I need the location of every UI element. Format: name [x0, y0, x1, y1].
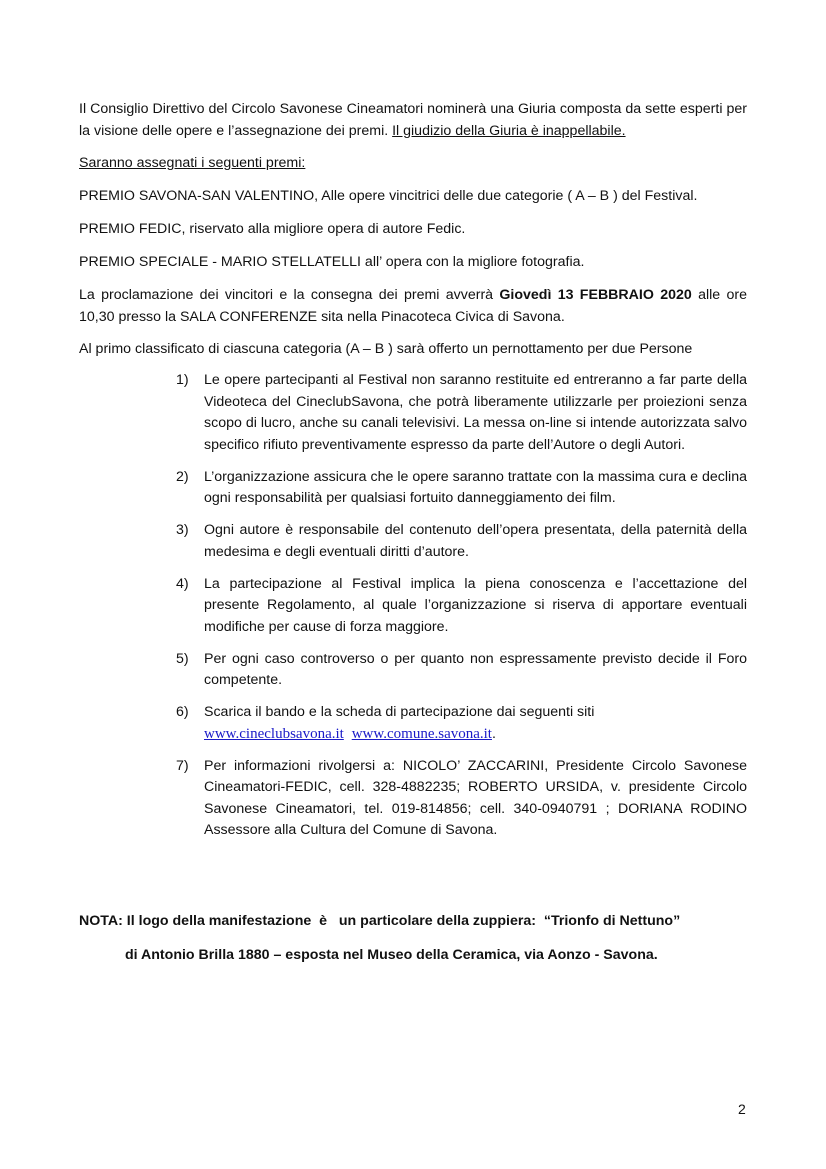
- proclamation-date: Giovedì 13 FEBBRAIO 2020: [499, 287, 692, 303]
- list-item: [176, 574, 747, 639]
- item-number: 2): [176, 468, 189, 485]
- item-tail: .: [491, 725, 496, 742]
- item-number: 6): [176, 704, 189, 720]
- item-text: L’organizzazione assicura che le opere saranno trattate con la massima cura e declina ogni responsabilità per qualsiasi fortuito danneggiamento dei film.: [204, 468, 747, 506]
- item-text: Le opere partecipanti al Festival non saranno restituite ed entreranno a far parte della Videoteca del CineclubSavona, che potrà liberamente utilizzarle per proiezioni senza scopo di lucro, anche su canali televisivi. La messa on-line si intende autorizzata salvo specifico rifiuto preventivamente espresso da parte dell’Autore o degli Autori.: [204, 372, 747, 453]
- proclamation-paragraph: [79, 285, 747, 328]
- prize-savona-san-valentino: PREMIO SAVONA-SAN VALENTINO, Alle opere vincitrici delle due categorie ( A – B ) del Festival.: [79, 188, 698, 204]
- rules-list: [176, 370, 747, 852]
- item-text: Per ogni caso controverso o per quanto non espressamente previsto decide il Foro competente.: [204, 650, 747, 688]
- list-item: [176, 649, 747, 692]
- prizes-heading: Saranno assegnati i seguenti premi:: [79, 155, 306, 171]
- item-text: Scarica il bando e la scheda di partecipazione dai seguenti siti: [204, 704, 595, 720]
- jury-underlined-text: Il giudizio della Giuria è inappellabile.: [392, 122, 626, 139]
- first-place-paragraph: Al primo classificato di ciascuna categoria (A – B ) sarà offerto un pernottamento per due Persone: [79, 341, 693, 357]
- list-item: [176, 520, 747, 563]
- item-number: 3): [176, 522, 189, 538]
- nota-line-2: di Antonio Brilla 1880 – esposta nel Museo della Ceramica, via Aonzo - Savona.: [125, 947, 658, 963]
- prize-fedic: PREMIO FEDIC, riservato alla migliore opera di autore Fedic.: [79, 221, 466, 237]
- comune-savona-link[interactable]: www.comune.savona.it: [351, 725, 492, 742]
- page-number: 2: [738, 1101, 746, 1117]
- item-number: 5): [176, 650, 189, 667]
- list-item: [176, 370, 747, 456]
- jury-paragraph: [79, 99, 747, 142]
- item-text: Per informazioni rivolgersi a: NICOLO’ ZACCARINI, Presidente Circolo Savonese Cineamatori-FEDIC, cell. 328-4882235; ROBERTO URSIDA, v. presidente Circolo Savonese Cineamatori, tel. 019-814856; cell. 340-0940791 ; DORIANA RODINO Assessore alla Cultura del Comune di Savona.: [204, 757, 747, 838]
- nota-line-1: NOTA: Il logo della manifestazione è un particolare della zuppiera: “Trionfo di Nettuno”: [79, 913, 681, 929]
- list-item: [176, 467, 747, 510]
- item-number: 1): [176, 372, 189, 388]
- list-item: [176, 702, 747, 745]
- proclamation-before: La proclamazione dei vincitori e la consegna dei premi avverrà: [79, 287, 500, 303]
- item-text: Ogni autore è responsabile del contenuto dell’opera presentata, della paternità della medesima e degli eventuali diritti d’autore.: [204, 522, 747, 560]
- item-number: 4): [176, 575, 189, 592]
- jury-text: Il Consiglio Direttivo del Circolo Savonese Cineamatori nominerà una Giuria composta da sette esperti per la visione delle opere e l’assegnazione dei premi.: [79, 101, 747, 139]
- cineclubsavona-link[interactable]: www.cineclubsavona.it: [204, 725, 344, 742]
- list-item: [176, 756, 747, 842]
- prize-speciale: PREMIO SPECIALE - MARIO STELLATELLI all’ opera con la migliore fotografia.: [79, 254, 585, 270]
- proclamation-after: alle ore 10,30 presso la SALA CONFERENZE sita nella Pinacoteca Civica di Savona.: [79, 287, 747, 325]
- item-text: La partecipazione al Festival implica la piena conoscenza e l’accettazione del presente Regolamento, al quale l’organizzazione si riserva di apportare eventuali modifiche per cause di forza maggiore.: [204, 575, 747, 635]
- item-number: 7): [176, 757, 189, 774]
